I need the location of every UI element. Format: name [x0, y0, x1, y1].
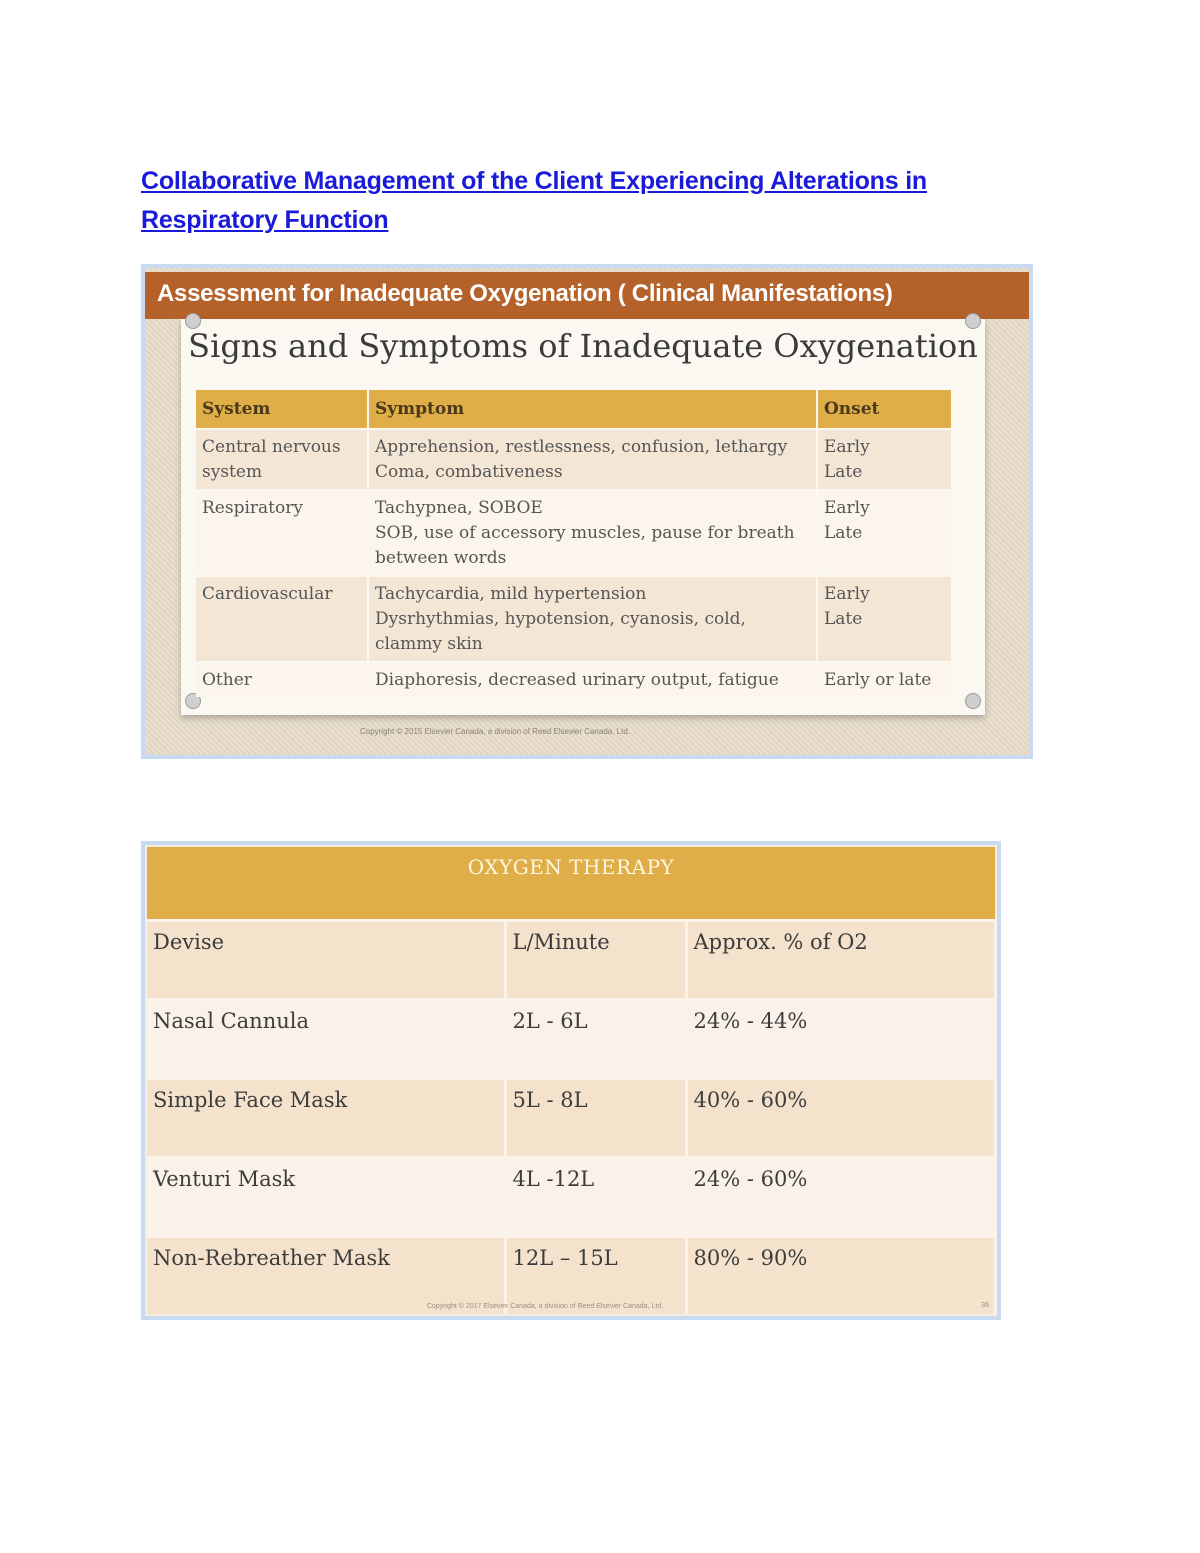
onset-line: Late [824, 609, 863, 629]
onset-line: Early [824, 584, 870, 604]
symptom-line: SOB, use of accessory muscles, pause for breath between words [375, 523, 795, 568]
table-row [196, 662, 952, 697]
symptom-line: Coma, combativeness [375, 462, 563, 482]
table-row [196, 490, 952, 576]
system-cell: Other [196, 662, 368, 697]
o2-cell: 24% - 60% [686, 1158, 995, 1237]
table-row [147, 1000, 995, 1079]
header-flow-rate: L/Minute [505, 921, 686, 1000]
symptom-cell [368, 662, 817, 697]
symptom-line: Diaphoresis, decreased urinary output, fatigue [375, 670, 779, 690]
system-cell: Respiratory [196, 490, 368, 576]
flow-cell: 2L - 6L [505, 1000, 686, 1079]
slide2-page-number: 36 [981, 1302, 989, 1309]
header-system: System [196, 390, 368, 429]
flow-cell: 12L – 15L [505, 1237, 686, 1315]
onset-line: Late [824, 523, 863, 543]
document-heading-line1[interactable]: Collaborative Management of the Client Experiencing Alterations in [141, 167, 928, 195]
onset-line: Late [824, 462, 863, 482]
onset-line: Early or late [824, 670, 932, 690]
flow-cell: 4L -12L [505, 1158, 686, 1237]
symptom-line: Tachycardia, mild hypertension [375, 584, 647, 604]
document-heading-line2[interactable]: Respiratory Function [141, 206, 389, 234]
table-row [196, 429, 952, 490]
symptom-line: Tachypnea, SOBOE [375, 498, 543, 518]
symptom-cell [368, 429, 817, 490]
symptoms-table-header [196, 390, 952, 429]
table-row [196, 576, 952, 662]
slide2-title: OXYGEN THERAPY [467, 855, 675, 879]
onset-cell [817, 429, 952, 490]
system-cell: Cardiovascular [196, 576, 368, 662]
symptom-line: Dysrhythmias, hypotension, cyanosis, cold, clammy skin [375, 609, 746, 654]
header-symptom: Symptom [368, 390, 817, 429]
oxygen-therapy-table [147, 919, 997, 1314]
symptom-cell [368, 576, 817, 662]
onset-cell [817, 576, 952, 662]
header-device: Devise [147, 921, 505, 1000]
slide1-paper-card [181, 319, 985, 715]
device-cell: Non-Rebreather Mask [147, 1237, 505, 1315]
device-cell: Venturi Mask [147, 1158, 505, 1237]
slide2-header [147, 847, 995, 919]
pin-icon [965, 693, 981, 709]
onset-cell [817, 662, 952, 697]
header-o2-percent: Approx. % of O2 [686, 921, 995, 1000]
onset-line: Early [824, 498, 870, 518]
system-cell: Central nervous system [196, 429, 368, 490]
symptom-line: Apprehension, restlessness, confusion, lethargy [375, 437, 788, 457]
slide1-banner-title: Assessment for Inadequate Oxygenation ( Clinical Manifestations) [157, 280, 893, 307]
o2-cell: 40% - 60% [686, 1079, 995, 1158]
slide-oxygen-therapy [141, 841, 1001, 1320]
oxygen-table-header [147, 921, 995, 1000]
symptom-cell [368, 490, 817, 576]
onset-line: Early [824, 437, 870, 457]
slide1-banner [145, 272, 1029, 319]
slide2-copyright: Copyright © 2017 Elsevier Canada, a division of Reed Elsevier Canada, Ltd. [426, 1303, 664, 1310]
slide1-subtitle: Signs and Symptoms of Inadequate Oxygenation [188, 327, 978, 365]
slide-inadequate-oxygenation [141, 264, 1033, 759]
o2-cell: 80% - 90% [686, 1237, 995, 1315]
symptoms-table [196, 390, 953, 697]
table-row [147, 1158, 995, 1237]
table-row [147, 1079, 995, 1158]
device-cell: Simple Face Mask [147, 1079, 505, 1158]
document-heading[interactable] [141, 162, 1041, 240]
flow-cell: 5L - 8L [505, 1079, 686, 1158]
header-onset: Onset [817, 390, 952, 429]
onset-cell [817, 490, 952, 576]
o2-cell: 24% - 44% [686, 1000, 995, 1079]
device-cell: Nasal Cannula [147, 1000, 505, 1079]
slide1-copyright: Copyright © 2015 Elsevier Canada, a division of Reed Elsevier Canada, Ltd. [359, 727, 631, 736]
